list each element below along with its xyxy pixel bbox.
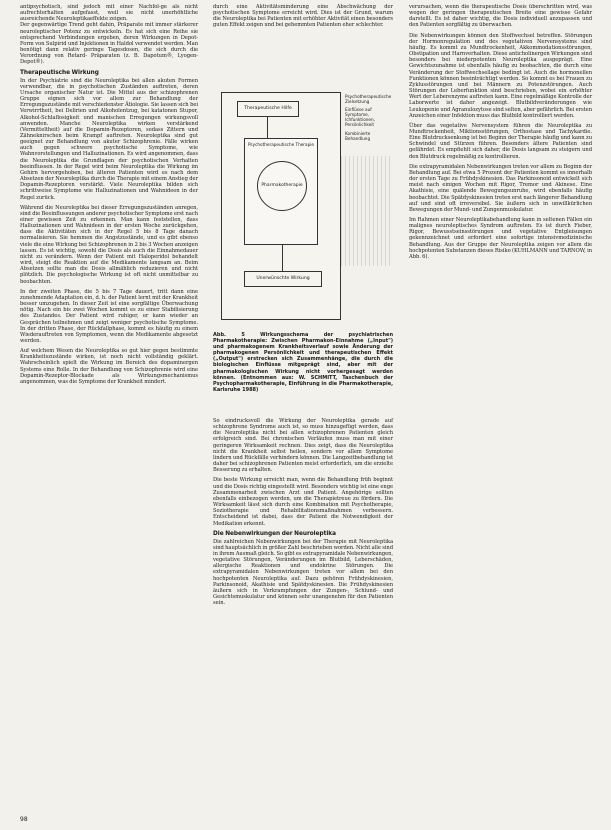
paragraph: Die zahlreichen Nebenwirkungen bei der Therapie mit Neuroleptika sind hauptsächlich in größer Zahl beschrieben worden. Nicht alle sind in ihrem Ausmaß gleich. So gibt es extrapyramidale Nebenwirkungen, vegetative Störungen, Veränderungen im Blutbild, Leberschäden, allergische Reaktionen und endokrine Störungen. Die extrapyramidalen Nebenwirkungen treten vor allem bei den hochpotenten Neuroleptika auf. Dazu gehören Frühdyskinesien, Parkinsonoid, Akathisie und Spätdyskinesien. Die Frühdyskinesien äußern sich in Verkrampfungen der Zungen-, Schlund- und Gesichtsmuskulatur und können sehr unangenehm für den Patienten sein.	[213, 538, 393, 607]
paragraph: Während die Neuroleptika bei dieser Erregungszuständen anregen, sind die Beeinflussungen anderer psychotischer Symptome erst nach einer gewissen Zeit zu erkennen. Man kann feststellen, dass Halluzinationen und Wahnideen in der ersten Woche zurückgehen, dass die Aktivitäten sich in der Regel 5 bis 8 Tage danach normalisieren. Sie hemmen die Angstzustände, und es gibt ebenso viele die eine Wirkung bei Schizophrenen in 2 bis 3 Wochen anzeigen lassen. Es ist wichtig, sowohl die Dosis als auch die Einnahmedauer nicht zu verändern. Wenn der Patient mit Haloperidol behandelt wird, steigt die Reaktion auf die Medikamente langsam an. Beim Absetzen sollte man die Dosis allmählich reduzieren und nicht plötzlich. Die psychologische Wirkung ist oft nicht unmittelbar zu beobachten.	[20, 204, 198, 285]
paragraph: durch eine Aktivitätsminderung eine Abschwächung der psychotischen Symptome erreicht wird. Dies ist der Grund, warum die Neuroleptika bei Patienten mit erhöhter Aktivität einen besonders guten Effekt zeigen und bei gehemmten Patienten eher schlechter.	[213, 4, 393, 29]
page-number: 98	[20, 816, 28, 823]
arrow-connector	[267, 116, 268, 138]
paragraph: verursachen, wenn die therapeutische Dosis überschritten wird, was wegen der geringen therapeutischen Breite eine gewisse Gefahr darstellt. Es ist daher wichtig, die Dosis individuell anzupassen und den Patienten sorgfältig zu überwachen.	[409, 4, 592, 29]
figure-circle	[257, 161, 307, 211]
paragraph: antipsychotisch, sind jedoch mit einer Nachfol-ge als nicht aufrechterhalten aufgefasst, weil sie nicht unerhöhtliche ausreichende Neuroleptikaeffekte zeigen.	[20, 4, 198, 23]
figure-side-note: Psychotherapeutische Zielsetzung	[345, 94, 392, 105]
figure-circle-label: Pharmakotherapie	[261, 183, 303, 189]
paragraph: Der gegenwärtige Trend geht dahin, Präparate mit immer stärkerer neuroleptischer Potenz zu entwickeln. Es hat sich eine Reihe sie entsprechend Verbindungen ergeben, deren Wirkungen in Depot-Form von Sulpirid und Injektionen in Haldol verwendet werden. Man benötigt dann relativ geringe Tagesdosen, die sich durch die Verordnung von Retard- Präparaten (z. B. Dapotum®, Lyogen-Depot®).	[20, 22, 198, 66]
section-heading: Therapeutische Wirkung	[20, 69, 99, 76]
figure-inner-label: Psychotherapeutische Therapie	[247, 142, 314, 147]
text-column-middle-bottom	[213, 418, 393, 606]
paragraph: Die extrapyramidalen Nebenwirkungen treten vor allem zu Beginn der Behandlung auf. Bei etwa 5 Prozent der Patienten kommt es innerhalb der ersten Tage zu Frühdyskinesien. Das Parkinsonoid entwickelt sich meist nach einigen Wochen mit Rigor, Tremor und Akinese. Eine Akathisie, eine quälende Bewegungsunruhe, wird ebenfalls häufig beobachtet. Die Spätdyskinesien treten erst nach längerer Behandlung auf und sind oft irreversibel. Sie äußern sich in unwillkürlichen Bewegungen der Mund- und Zungenmuskulatur.	[409, 163, 592, 213]
figure-diagram	[213, 88, 395, 328]
paragraph: So eindrucksvoll die Wirkung der Neuroleptika gerade auf schizophrene Syndrome auch ist, so muss hinzugefügt werden, dass die Neuroleptika nicht bei allen schizophrenen Patienten gleich erfolgreich sind. Bei chronischen Verläufen muss man mit einer geringeren Wirksamkeit rechnen. Dies zeigt, dass die Neuroleptika nicht die Krankheit selbst heilen, sondern vor allem Symptome lindern und Rückfälle verhindern können. Die Langzeitbehandlung ist daher bei schizophrenen Patienten meist erforderlich, um die erzielte Besserung zu erhalten.	[213, 418, 393, 474]
paragraph: Die Nebenwirkungen können den Stoffwechsel betreffen. Störungen der Hormonregulation und des vegetativen Nervensystems sind häufig. Es kommt zu Mundtrockenheit, Akkommodationsstörungen, Obstipation und Harnverhalten. Diese anticholinergen Wirkungen sind besonders bei niederpotenten Neuroleptika ausgeprägt. Eine Gewichtszunahme ist ebenfalls häufig zu beobachten, die durch eine Veränderung der Stoffwechsellage bedingt ist. Auch die hormonellen Funktionen können beeinträchtigt werden. So kommt es bei Frauen zu Zyklusstörungen und bei Männern zu Potenzstörungen. Auch Störungen der Leberfunktion sind beschrieben, wobei ein erhöhter Wert der Leberenzyme auftreten kann. Eine regelmäßige Kontrolle der Laborwerte ist daher angezeigt. Blutbildveränderungen wie Leukopenie und Agranulozytose sind selten, aber gefährlich. Bei ersten Anzeichen einer Infektion muss das Blutbild kontrolliert werden.	[409, 32, 592, 119]
figure-side-note: Einflüsse auf Symptome, Ichfunktionen, Persönlichkeit	[345, 107, 375, 128]
paragraph: Auf welchem Wesen die Neuroleptika so gut hier gegen bestimmte Krankheitszustände wirken, ist noch nicht vollständig geklärt. Wahrscheinlich spielt die Wirkung im Bereich des dopaminergen Systems eine Rolle. In der Behandlung von Schizophrenie wird eine Dopamin-Rezeptor-Blockade als Wirkungsmechanismus angenommen, was die Symptome der Krankheit mindert.	[20, 348, 198, 385]
text-column-left	[20, 4, 198, 385]
figure-side-notes	[345, 94, 393, 144]
figure-top-box: Therapeutische Hilfe	[237, 101, 299, 117]
text-column-right	[409, 4, 592, 260]
paragraph: In der Psychiatrie sind die Neuroleptika bei allen akuten Formen verwendbar, die in psychotischen Zuständen auftreten, deren Ursache organischer Natur ist. Die Mittel aus der schizophrenen Gruppe eignen sich vor allem zur Behandlung der Erregungszustände mit verschiedenster Ätiologie. Sie lassen sich bei Verwirrtheit, bei Delirien und Alkoholentzug, bei katatonen Stupor, Alkohol-Schlaflosigkeit und manischen Erregungen wirkungsvoll anwenden. Manche Neuroleptika wirken verstärkend (Vermitteltheit) auf die Dopamin-Rezeptoren, sodass Zittern und Zähneknirschen beim Krampf auftreten. Neuroleptika sind gut geeignet zur Behandlung von akuter Schizophrenie. Fälle wirken auch gegen schwere psychotische Symptome, wie Wahnvorstellungen und Halluzinationen. Es wird angenommen, dass die Neuroleptika die Grundlagen der psychotischen Verhalten beeinflussen. In der Regel wird beim Neuroleptika die Wirkung im Gehirn hervorgehoben, bei älteren Patienten wird es nach dem Absetzen der Neuroleptika durch die Therapie mit einem Anstieg der Dopamin-Rezeptoren verstärkt. Viele Neuroleptika bilden sich schrittweise Symptome wie Halluzinationen und Wahnideen in der Regel zurück.	[20, 77, 198, 201]
arrow-connector	[282, 244, 283, 271]
paragraph: Über das vegetative Nervensystem führen die Neuroleptika zu Mundtrockenheit, Miktionsstörungen, Orthostase und Tachykardie. Eine Blutdrucksenkung ist bei Beginn der Therapie häufig und kann zu Schwindel und Stürzen führen. Besonders ältere Patienten sind gefährdet. Es empfiehlt sich daher, die Dosis langsam zu steigern und den Blutdruck regelmäßig zu kontrollieren.	[409, 122, 592, 160]
figure-bottom-box: Unerwünschte Wirkung	[244, 271, 322, 287]
section-heading: Die Nebenwirkungen der Neuroleptika	[213, 530, 336, 537]
figure-side-note: Kombinierte Behandlung	[345, 130, 371, 141]
paragraph: Im Rahmen einer Neuroleptikabehandlung kann in seltenen Fällen ein malignes neuroleptisches Syndrom auftreten. Es ist durch Fieber, Rigor, Bewusstseinsstörungen und vegetative Entgleisungen gekennzeichnet und erfordert eine sofortige intensivmedizinische Behandlung. Aus der Gruppe der Neuroleptika zeigen vor allem die hochpotenten Substanzen dieses Risiko (KUHLMANN und TARNOW, in Abb. 6).	[409, 217, 592, 260]
figure-frame	[221, 92, 341, 320]
paragraph: In der zweiten Phase, die 5 bis 7 Tage dauert, tritt dann eine zunehmende Adaptation ein, d. h. der Patient lernt mit der Krankheit besser umzugehen. In dieser Zeit ist eine sorgfältige Überwachung nötig. Nach ein bis zwei Wochen kommt es zu einer Stabilisierung des Zustandes. Der Patient wird ruhiger, er kann wieder an Gesprächen teilnehmen und zeigt weniger psychotische Symptome. In der dritten Phase, der Rückfallphase, kommt es häufig zu einem Wiederauftreten von Symptomen, wenn die Medikamente abgesetzt werden.	[20, 288, 198, 344]
figure-caption: Abb. 5 Wirkungsschema der psychiatrischen Pharmakotherapie: Zwischen Pharmakon-Einnahme („Input") und pharmakogenem Krankheitsverlauf sowie Änderung der pharmakogenen Persönlichkeit und therapeutischen Effekt („Output") erstrecken sich Zusammenhänge, die durch die biologischen Einflüsse mitgeprägt sind, aber mit der pharmakologischen Wirkung nicht vorhergesagt werden können. (Entnommen aus: W. SCHMITT, Taschenbuch der Psychopharmakotherapie, Einführung in die Pharmakotherapie, Karlsruhe 1988)	[213, 332, 393, 393]
figure-inner-box	[244, 138, 318, 245]
paragraph: Die beste Wirkung erreicht man, wenn die Behandlung früh beginnt und die Dosis richtig eingestellt wird. Besonders wichtig ist eine enge Zusammenarbeit zwischen Arzt und Patient. Angehörige sollten ebenfalls einbezogen werden, um die Therapietreue zu fördern. Die Wirksamkeit lässt sich durch eine Kombination mit Psychotherapie, Soziotherapie und Rehabilitationsmaßnahmen verbessern. Entscheidend ist dabei, dass der Patient die Notwendigkeit der Medikation erkennt.	[213, 477, 393, 527]
text-column-middle-top	[213, 4, 393, 29]
figure-hatching	[341, 156, 391, 266]
